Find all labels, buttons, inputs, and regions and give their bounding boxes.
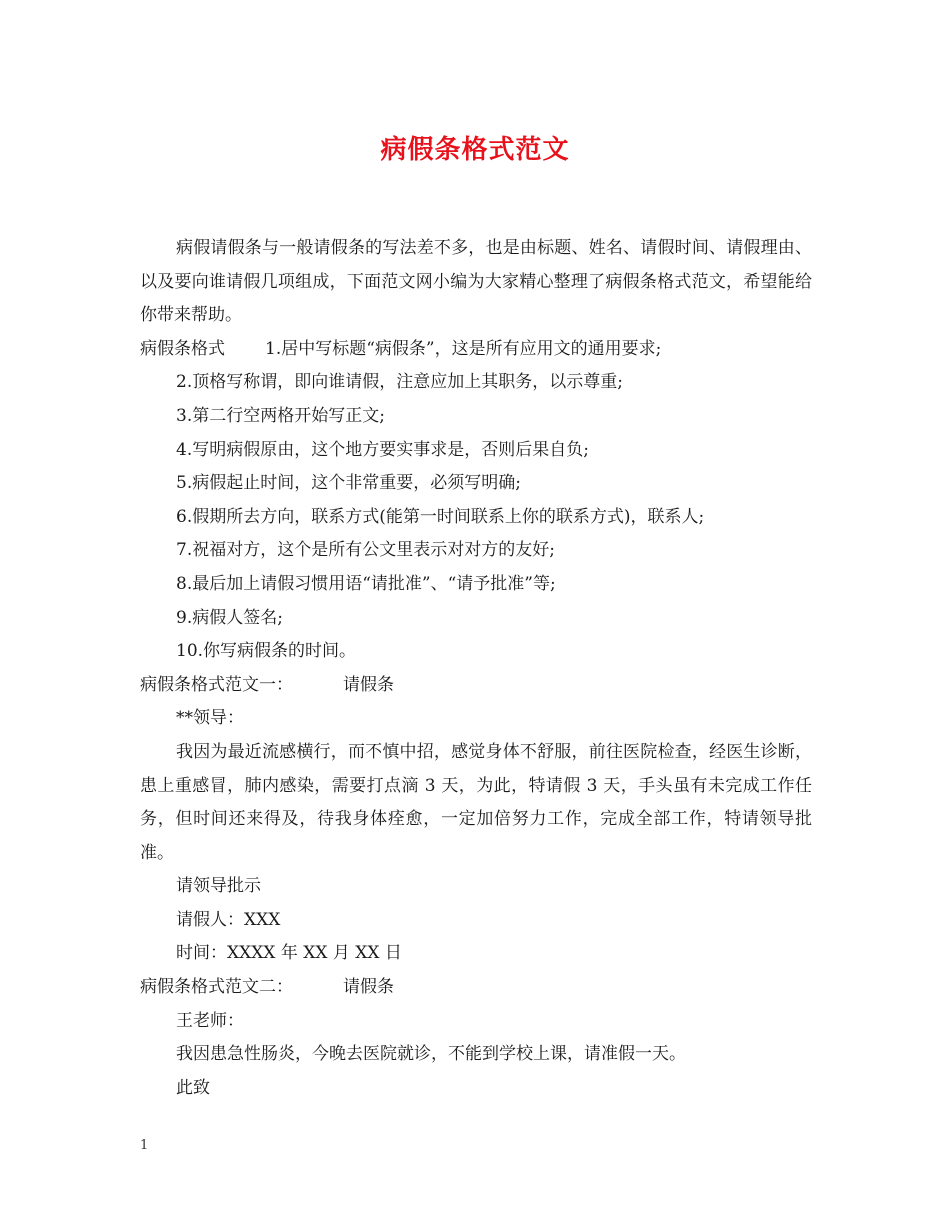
example2-salutation: 王老师： xyxy=(176,1010,244,1031)
intro-paragraph: 病假请假条与一般请假条的写法差不多，也是由标题、姓名、请假时间、请假理由、以及要向谁请假几项组成，下面范文网小编为大家精心整理了病假条格式范文，希望能给你带来帮助。 xyxy=(140,238,812,326)
example1-body: 我因为最近流感横行，而不慎中招，感觉身体不舒服，前往医院检查，经医生诊断，患上重感冒，肺内感染，需要打点滴 3 天，为此，特请假 3 天，手头虽有未完成工作任务，但时间还来得及，待我身体痊愈，一定加倍努力工作，完成全部工作，特请领导批准。 xyxy=(140,741,812,863)
format-heading: 病假条格式 xyxy=(140,338,225,359)
format-item-6: 6.假期所去方向，联系方式(能第一时间联系上你的联系方式)，联系人; xyxy=(176,506,705,527)
format-item-1-line xyxy=(140,333,812,367)
example1-salutation: **领导： xyxy=(176,708,244,729)
format-item-10: 10.你写病假条的时间。 xyxy=(176,641,357,662)
example2-subtitle: 请假条 xyxy=(343,977,394,998)
page-number: 1 xyxy=(140,1138,149,1153)
example1-heading-line xyxy=(140,669,812,703)
format-item-8: 8.最后加上请假习惯用语“请批准”、“请予批准”等; xyxy=(176,573,556,594)
format-item-9: 9.病假人签名; xyxy=(176,607,283,628)
document-title: 病假条格式范文 xyxy=(380,135,570,165)
example1-heading: 病假条格式范文一： xyxy=(140,674,293,695)
format-item-4: 4.写明病假原由，这个地方要实事求是，否则后果自负; xyxy=(176,439,589,460)
example1-closing: 请领导批示 xyxy=(176,876,261,897)
example2-heading: 病假条格式范文二： xyxy=(140,977,293,998)
format-item-2: 2.顶格写称谓，即向谁请假，注意应加上其职务，以示尊重; xyxy=(176,372,623,393)
document-body xyxy=(140,232,812,1105)
example1-signature: 请假人：XXX xyxy=(176,909,281,930)
format-item-1: 1.居中写标题“病假条”，这是所有应用文的通用要求; xyxy=(265,338,662,359)
format-item-3: 3.第二行空两格开始写正文; xyxy=(176,405,385,426)
format-item-5: 5.病假起止时间，这个非常重要，必须写明确; xyxy=(176,473,521,494)
example2-body: 我因患急性肠炎，今晚去医院就诊，不能到学校上课，请准假一天。 xyxy=(176,1044,686,1065)
example2-closing: 此致 xyxy=(176,1077,210,1098)
example1-date: 时间：XXXX 年 XX 月 XX 日 xyxy=(176,943,402,964)
example1-subtitle: 请假条 xyxy=(343,674,394,695)
format-item-7: 7.祝福对方，这个是所有公文里表示对对方的友好; xyxy=(176,540,555,561)
example2-heading-line xyxy=(140,971,812,1005)
